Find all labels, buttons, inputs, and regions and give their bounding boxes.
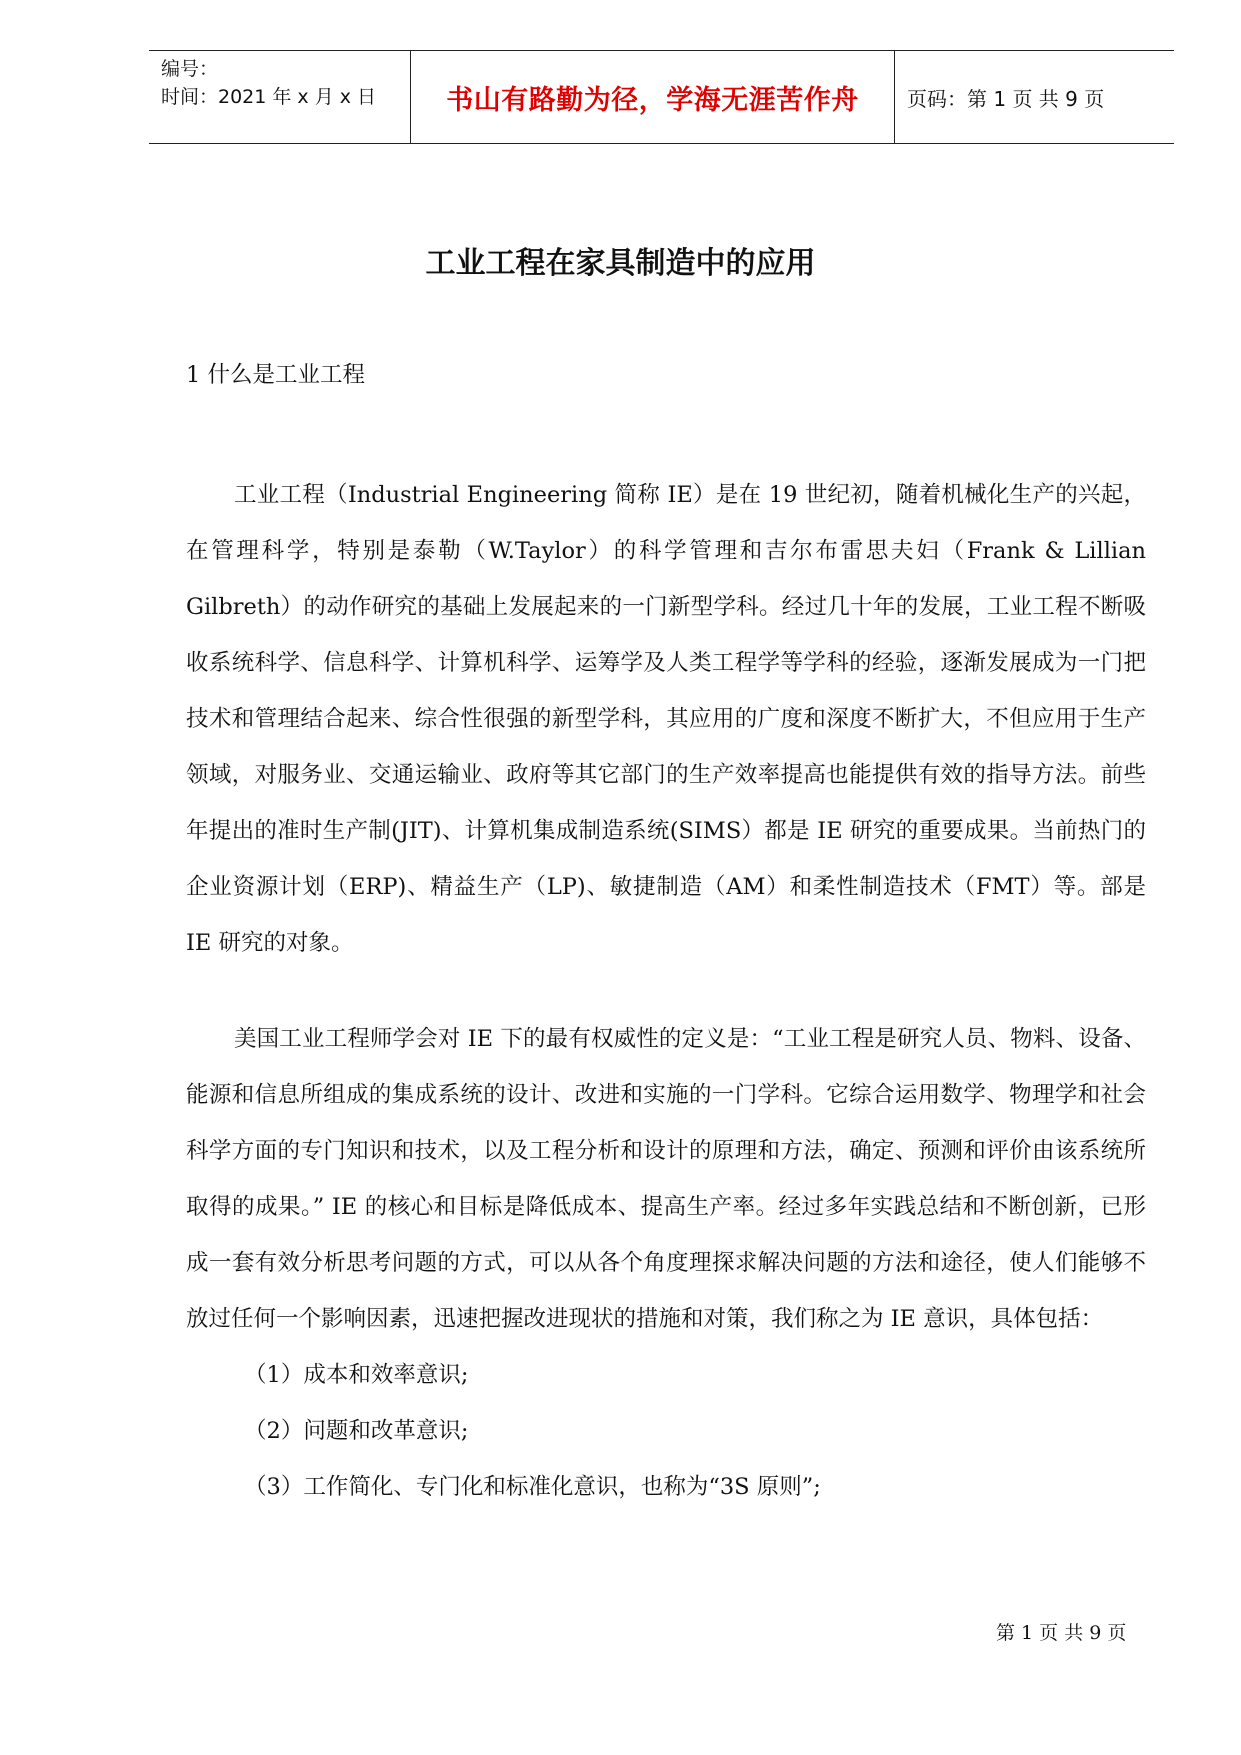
section-heading: 1 什么是工业工程 <box>186 362 365 388</box>
document-body <box>186 355 1146 1515</box>
list-item: （2）问题和改革意识; <box>244 1418 469 1444</box>
page-footer: 第 1 页 共 9 页 <box>996 1622 1127 1644</box>
page-header <box>149 50 1174 144</box>
header-divider <box>894 51 895 143</box>
header-meta <box>161 55 411 111</box>
document-title: 工业工程在家具制造中的应用 <box>425 246 816 281</box>
body-paragraph: 工业工程（Industrial Engineering 简称 IE）是在 19 世纪初，随着机械化生产的兴起，在管理科学，特别是泰勒（W.Taylor）的科学管理和吉尔布雷思夫妇（Frank & Lillian Gilbreth）的动作研究的基础上发展起来的一门新型学科。经过几十年的发展，工业工程不断吸收系统科学、信息科学、计算机科学、运筹学及人类工程学等学科的经验，逐渐发展成为一门把技术和管理结合起来、综合性很强的新型学科，其应用的广度和深度不断扩大，不但应用于生产领域，对服务业、交通运输业、政府等其它部门的生产效率提高也能提供有效的指导方法。前些年提出的准时生产制(JIT)、计算机集成制造系统(SIMS）都是 IE 研究的重要成果。当前热门的企业资源计划（ERP)、精益生产（LP)、敏捷制造（AM）和柔性制造技术（FMT）等。部是 IE 研究的对象。 <box>186 482 1146 956</box>
header-motto: 书山有路勤为径，学海无涯苦作舟 <box>446 84 859 116</box>
list-item: （3）工作简化、专门化和标准化意识，也称为“3S 原则”; <box>244 1474 821 1500</box>
serial-label: 编号： <box>161 58 219 80</box>
body-paragraph: 美国工业工程师学会对 IE 下的最有权威性的定义是：“工业工程是研究人员、物料、设备、能源和信息所组成的集成系统的设计、改进和实施的一门学科。它综合运用数学、物理学和社会科学方面的专门知识和技术，以及工程分析和设计的原理和方法，确定、预测和评价由该系统所取得的成果。” IE 的核心和目标是降低成本、提高生产率。经过多年实践总结和不断创新，已形成一套有效分析思考问题的方式，可以从各个角度理探求解决问题的方法和途径，使人们能够不放过任何一个影响因素，迅速把握改进现状的措施和对策，我们称之为 IE 意识，具体包括： <box>186 1026 1146 1332</box>
date-label: 时间：2021 年 x 月 x 日 <box>161 86 377 108</box>
header-page-info: 页码：第 1 页 共 9 页 <box>907 86 1105 111</box>
list-item: （1）成本和效率意识; <box>244 1362 469 1388</box>
